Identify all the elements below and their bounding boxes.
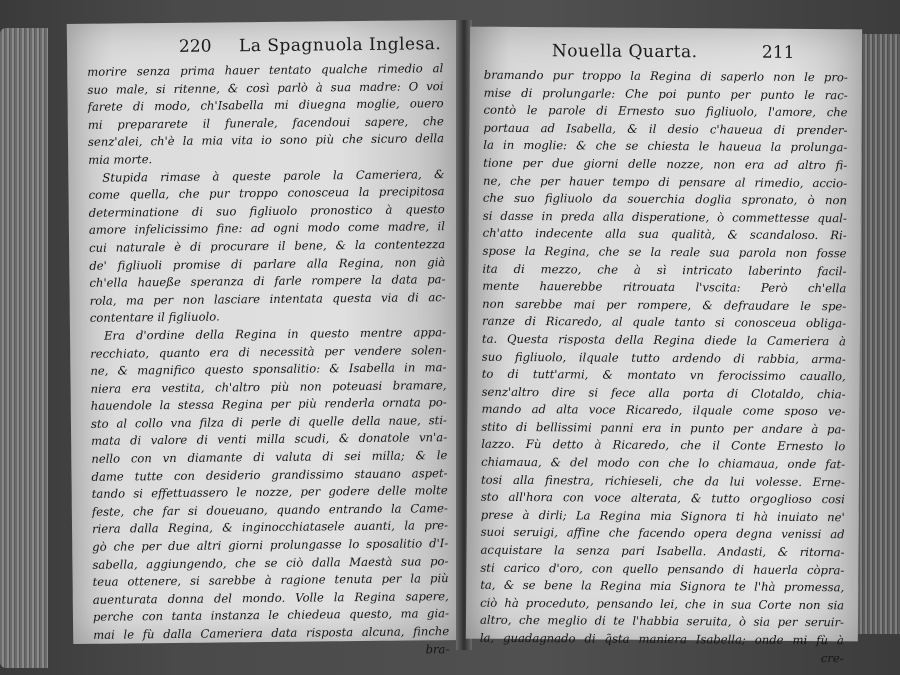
text-line: amore infelicissimo fine: ad ogni modo come madre, il — [88, 219, 445, 238]
text-line: lazzo. Fù detto à Ricaredo, che il Conte Ernesto lo — [481, 437, 846, 454]
text-line: non sarebbe mai per rompere, & defraudare le spe- — [482, 296, 847, 313]
text-line: Stupida rimase à queste parole la Cameriera, & — [102, 166, 445, 185]
text-line: to di tutt'armi, & montato vn ferocissimo cauallo, — [481, 366, 846, 384]
text-line: senz'altro dire si fece alla porta di Clotaldo, chia- — [481, 384, 846, 401]
text-line: gò che per due altri giorni prolungasse lo sposalitio d'I- — [92, 536, 449, 554]
text-line: sto all'hora con voce alterata, & tutto orgoglioso cosi — [480, 489, 845, 507]
text-line: mata di valore di venti milla scudi, & donatole vn'a- — [91, 430, 448, 449]
text-line: cre- — [820, 650, 844, 665]
text-line: mando ad alta voce Ricaredo, ilquale come sposo ve- — [481, 402, 846, 419]
text-line: morire senza prima hauer tentato qualche rimedio al — [87, 61, 444, 79]
text-line: si dasse in preda alla disperatione, ò commettesse qual- — [482, 208, 847, 226]
text-line: ch'ella haueße speranza di farle rompere la data pa- — [89, 272, 446, 290]
left-running-title: La Spagnuola Inglesa. — [238, 34, 442, 57]
right-page-text — [480, 67, 848, 668]
text-line: ne, che per hauer tempo di pensare al rimedio, accio- — [483, 173, 848, 190]
text-line: altro, che meglio di te l'habbia seruita, ò sia per seruir- — [479, 613, 845, 630]
text-line: suo figliuolo, ilquale tutto ardendo di rabbia, arma- — [481, 349, 846, 366]
text-line: mise di prolungarle: Che poi punto per punto le rac- — [483, 85, 848, 102]
text-line: sabella, aggiungendo, che se ciò dalla Maestà sua po- — [92, 553, 449, 572]
right-page — [466, 27, 862, 665]
text-line: ch'atto indecente alla sua qualità, & scandaloso. Ri- — [482, 226, 847, 243]
text-line: acquistare la senza pari Isabella. Andasti, & ritorna- — [480, 542, 845, 560]
text-line: mi prepararete il funerale, facendoui sapere, che — [87, 113, 444, 132]
text-line: suoi seruigi, affine che facendo opera degna venissi ad — [480, 525, 845, 542]
left-page-number: 220 — [178, 36, 212, 57]
text-line: ita di mezzo, che à sì intricato laberinto facil- — [482, 261, 847, 278]
text-line: farete di modo, ch'Isabella mi diuegna moglie, ouero — [87, 96, 444, 115]
right-page-edges — [858, 34, 900, 634]
text-line: ciò hà proceduto, pensando lei, che in sua Corte non sia — [480, 595, 845, 613]
text-line: bra- — [425, 641, 450, 656]
text-line: perche con tanta instanza le chiedeua questo, ma gia- — [92, 606, 450, 625]
text-line: dame tutte con desiderio grandissimo stauano aspet- — [91, 465, 448, 484]
right-running-title: Nouella Quarta. — [551, 41, 698, 63]
text-line: sti carico d'oro, con quello pensando di hauerla còpra- — [480, 560, 845, 577]
text-line: la, guadagnado di q̃sta maniera Isabella; onde mi fù à — [479, 630, 844, 648]
text-line: ne, & magnifico questo sponsalitio: & Isabella in ma- — [90, 360, 447, 378]
text-line: feste, che far si doueuano, quando entrando la Came- — [91, 500, 448, 519]
left-page-text — [87, 60, 449, 662]
text-line: spose la Regina, che se la reale sua parola non fosse — [482, 243, 847, 261]
text-line: riera dalla Regina, & inginocchiatasele auanti, la pre- — [91, 518, 449, 537]
text-line: ta. Questa risposta della Regina diede la Cameriera à — [481, 331, 847, 349]
text-line: che suo figliuolo da souerchia doglia spronato, ò non — [482, 190, 847, 208]
text-line: mente hauerebbe ritrouata l'vscita: Però ch'ella — [482, 278, 847, 296]
text-line: teua ottenere, si sarebbe à ragione tenuta per la più — [92, 571, 449, 590]
text-line: niera era vestita, ch'altro più non poteuasi bramare, — [90, 377, 447, 396]
text-line: recchiato, quanto era di necessità per vendere solen- — [90, 342, 447, 361]
text-line: contentare il figliuolo. — [89, 309, 220, 326]
text-line: mai le fù dalla Cameriera data risposta alcuna, finche — [93, 624, 450, 642]
text-line: sto al collo vna filza di perle di quelle della naue, sti- — [90, 412, 448, 431]
text-line: Era d'ordine della Regina in questo mentre appa- — [103, 325, 447, 343]
left-page-edges — [0, 28, 48, 668]
text-line: determinatione di suo figliuolo pronostico à questo — [88, 201, 445, 220]
text-line: auenturata donna del mondo. Volle la Regina sapere, — [92, 588, 449, 607]
text-line: chiamaua, & del modo con che lo chiamaua, onde fat- — [481, 454, 846, 472]
text-line: hauendole la stessa Regina per più renderla ornata po- — [90, 395, 447, 414]
text-line: tando si effettuassero le nozze, per godere delle molte — [91, 483, 448, 502]
text-line: bramando pur troppo la Regina di saperlo non le pro- — [483, 67, 848, 85]
right-page-header — [490, 41, 850, 68]
text-line: come quella, che pur troppo conosceua la precipitosa — [88, 184, 445, 202]
text-line: mia morte. — [88, 152, 153, 167]
text-line: senz'alei, ch'è la mia vita io sono più che sicuro della — [87, 131, 445, 150]
left-page — [67, 20, 463, 656]
text-line: rola, ma per non lasciare intentata questa via di ac- — [89, 289, 446, 308]
text-line: prese à dirli; La Regina mia Signora ti hà inuiato ne' — [480, 507, 845, 525]
text-line: tione per due giorni delle nozze, non era ad altro fi- — [483, 155, 848, 173]
text-line: nello con vn diamante di valuta di sei milla; & le — [91, 448, 448, 466]
text-line: ta, & se bene la Regina mia Signora te l'hà promessa, — [480, 577, 845, 595]
text-line: la in moglie: & che se chiesta le haueua la prolunga- — [483, 138, 848, 155]
text-line: tosi alla finestra, richieseli, che da lui volesse. Erne- — [480, 472, 846, 489]
text-line: portaua ad Isabella, & il desio c'haueua di prender- — [483, 120, 848, 138]
text-line: ranze di Ricaredo, al quale tanto si conosceua obliga- — [482, 314, 847, 331]
text-line: stito di bellissimi panni era in punto per andare à pa- — [481, 419, 846, 437]
left-page-header — [87, 34, 445, 62]
text-line: cui naturale è di procurare il bene, & la contentezza — [89, 237, 446, 255]
text-line: suo male, si ritenne, & così parlò à sua madre: O voi — [87, 78, 444, 97]
text-line: contò le parole di Ernesto suo figliuolo, l'amore, che — [483, 102, 848, 120]
right-page-number: 211 — [761, 42, 795, 63]
text-line: de' figliuoli promise di parlare alla Regina, non già — [89, 254, 446, 273]
